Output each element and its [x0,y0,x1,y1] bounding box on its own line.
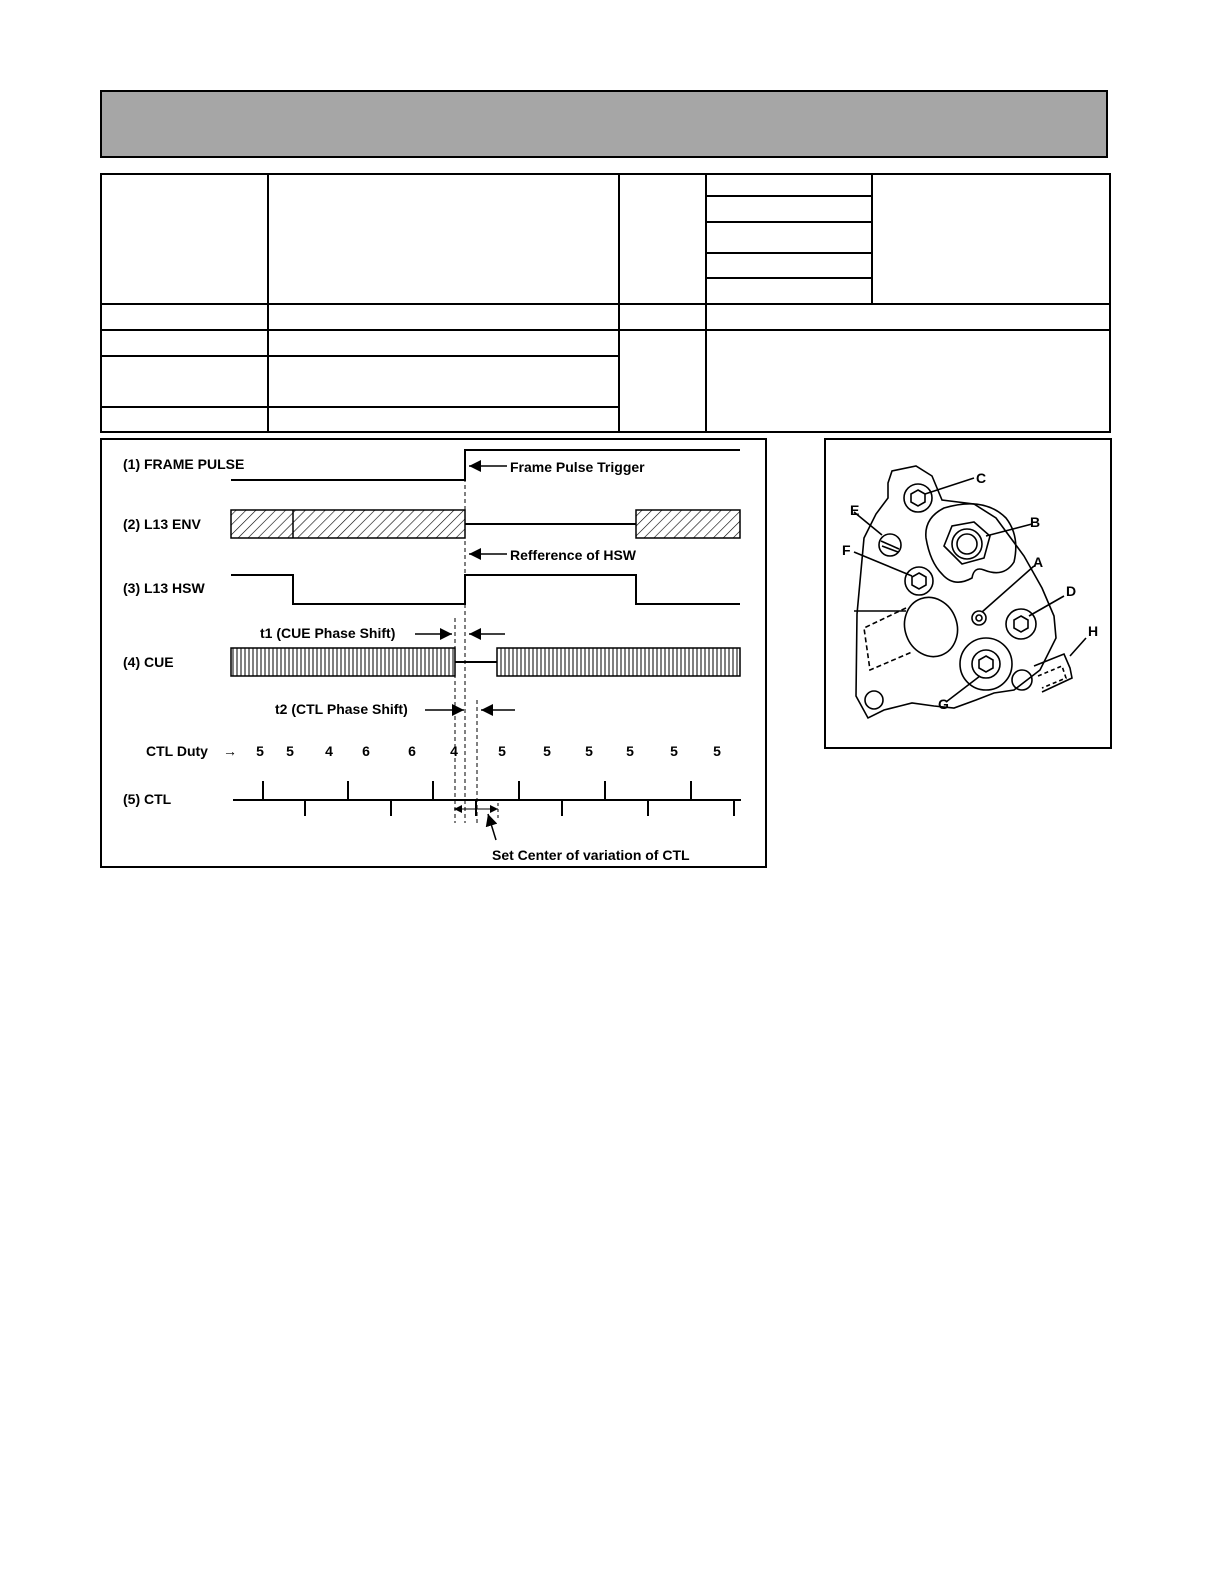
signal-label-frame: (1) FRAME PULSE [123,456,245,472]
ctl-duty-value: 5 [543,743,551,759]
ctl-duty-value: 5 [585,743,593,759]
ctl-duty-value: 6 [408,743,416,759]
frame-pulse-trigger-label: Frame Pulse Trigger [510,459,645,475]
ctl-duty-value: 4 [325,743,333,759]
callout-d: D [1066,583,1077,599]
callout-f: F [842,542,851,558]
signal-label-env: (2) L13 ENV [123,516,201,532]
callout-h: H [1088,623,1099,639]
env-hatched-block [231,510,465,538]
ctl-duty-value: 5 [498,743,506,759]
callout-g: G [938,696,949,712]
ctl-duty-value: 6 [362,743,370,759]
cue-striped-block [231,648,455,676]
mechanism-diagram [824,438,1112,749]
cue-striped-block [497,648,740,676]
ctl-duty-value: 5 [670,743,678,759]
info-table [100,173,1111,433]
ctl-duty-value: 5 [626,743,634,759]
callout-b: B [1030,514,1041,530]
ctl-duty-arrow: → [223,743,237,759]
ctl-duty-value: 5 [713,743,721,759]
header-bar [100,90,1108,158]
reference-hsw-label: Refference of HSW [510,547,637,563]
signal-label-hsw: (3) L13 HSW [123,580,205,596]
callout-e: E [850,502,860,518]
timing-diagram [100,438,767,868]
ctl-duty-value: 4 [450,743,458,759]
signal-label-cue: (4) CUE [123,654,174,670]
set-center-label: Set Center of variation of CTL [492,847,690,863]
callout-c: C [976,470,987,486]
ctl-duty-label: CTL Duty [146,743,208,759]
signal-label-ctl: (5) CTL [123,791,172,807]
t1-label: t1 (CUE Phase Shift) [260,625,396,641]
env-hatched-block [636,510,740,538]
callout-a: A [1033,554,1044,570]
ctl-duty-value: 5 [256,743,264,759]
t2-label: t2 (CTL Phase Shift) [275,701,408,717]
ctl-duty-value: 5 [286,743,294,759]
